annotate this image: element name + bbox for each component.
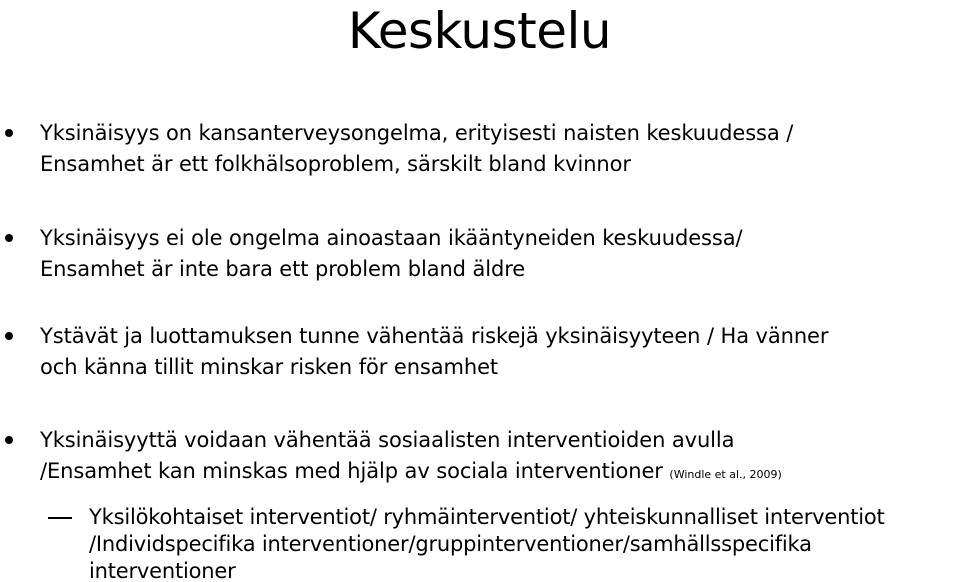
bullet-item [40, 425, 955, 490]
bullet-item [40, 118, 955, 180]
bullet-text-line-with-citation [40, 456, 955, 490]
bullet-dot-icon [5, 332, 13, 340]
bullet-dot-icon [5, 436, 13, 444]
bullet-text-line: Yksinäisyys ei ole ongelma ainoastaan ikääntyneiden keskuudessa/ [40, 226, 743, 250]
bullet-text-line: Yksinäisyyttä voidaan vähentää sosiaalisten interventioiden avulla [40, 428, 735, 452]
slide-title: Keskustelu [347, 2, 612, 60]
bullet-item [40, 321, 955, 383]
bullet-dot-icon [5, 234, 13, 242]
bullet-text-line: och känna tillit minskar risken för ensamhet [40, 355, 499, 379]
dash-bullet-icon [48, 517, 72, 519]
bullet-item [40, 223, 955, 285]
bullet-dot-icon [5, 129, 13, 137]
bullet-text-line: Ystävät ja luottamuksen tunne vähentää riskejä yksinäisyyteen / Ha vänner [40, 324, 829, 348]
bullet-text-line: Ensamhet är ett folkhälsoproblem, särskilt bland kvinnor [40, 152, 631, 176]
sub-bullet-text-line: interventioner [89, 559, 236, 582]
bullet-text: /Ensamhet kan minskas med hjälp av sociala interventioner [40, 459, 663, 483]
citation: (Windle et al., 2009) [669, 468, 782, 481]
bullet-text-line: Yksinäisyys on kansanterveysongelma, erityisesti naisten keskuudessa / [40, 121, 794, 145]
bullet-text-line: Ensamhet är inte bara ett problem bland äldre [40, 257, 526, 281]
sub-bullet-text-line: Yksilökohtaiset interventiot/ ryhmäinterventiot/ yhteiskunnalliset interventiot [89, 505, 885, 529]
sub-bullet-item [89, 504, 957, 582]
sub-bullet-text-line: /Individspecifika interventioner/gruppinterventioner/samhällsspecifika [89, 532, 812, 556]
